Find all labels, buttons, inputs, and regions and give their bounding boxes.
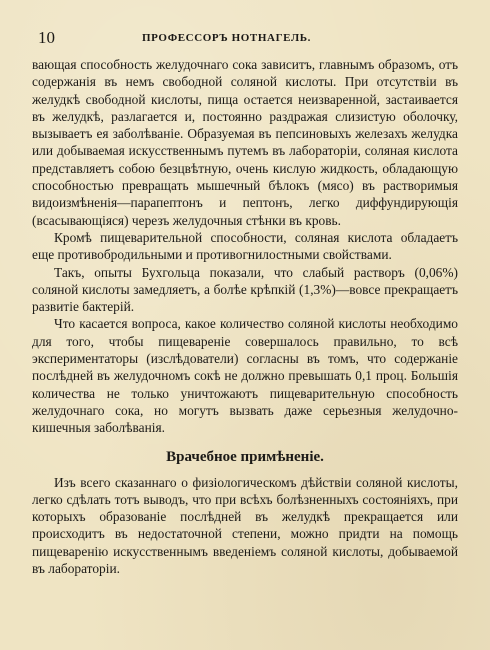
paragraph: Такъ, опыты Бухгольца показали, что слабый растворъ (0,06%) соляной кислоты замедляетъ, а болѣе крѣпкій (1,3%)—вовсе прекращаетъ развитіе бактерій.: [32, 264, 458, 315]
page-header: [32, 28, 458, 50]
section-body-text: [32, 474, 458, 578]
paragraph: Кромѣ пищеварительной способности, соляная кислота обладаетъ еще противобродильными и противогнилостными свойствами.: [32, 229, 458, 263]
page-number: 10: [38, 28, 55, 47]
paragraph: Что касается вопроса, какое количество соляной кислоты необходимо для того, чтобы пищевареніе совершалось правильно, то всѣ экспериментаторы (изслѣдователи) согласны въ томъ, что содержаніе послѣдней въ желудочномъ сокѣ не должно превышать 0,1 проц. Большія количества не только уничтожаютъ пищеварительную способность желудочнаго сока, но могутъ вызвать даже серьезныя желудочно-кишечныя заболѣванія.: [32, 316, 458, 436]
paragraph: Изъ всего сказаннаго о физіологическомъ дѣйствіи соляной кислоты, легко сдѣлать тотъ выводъ, что при всѣхъ болѣзненныхъ состояніяхъ, при которыхъ образованіе послѣдней въ желудкѣ прекращается или происходитъ въ недостаточной степени, можно придти на помощь пищеваренію искусственнымъ введеніемъ соляной кислоты, добываемой въ лабораторіи.: [32, 474, 458, 577]
body-text: [32, 56, 458, 437]
section-heading: Врачебное примѣненіе.: [166, 448, 324, 465]
paragraph-continuation: вающая способность желудочнаго сока зависитъ, главнымъ образомъ, отъ содержанія въ немъ свободной соляной кислоты. При отсутствіи въ желудкѣ свободной кислоты, пища остается неизваренной, застаивается въ желудкѣ, разлагается и, постоянно раздражая слизистую оболочку, вызываетъ ея заболѣваніе. Образуемая въ пепсиновыхъ железахъ желудка или добываемая искусственнымъ путемъ въ лабораторіи, соляная кислота представляетъ собою безцвѣтную, очень кислую жидкость, обладающую способностью превращать мышечный бѣлокъ (мясо) въ растворимыя видоизмѣненія—парапептонъ и пептонъ, легко диффундирующія (всасывающіяся) черезъ желудочныя стѣнки въ кровь.: [32, 57, 458, 228]
running-title: ПРОФЕССОРЪ НОТНАГЕЛЬ.: [142, 32, 311, 44]
